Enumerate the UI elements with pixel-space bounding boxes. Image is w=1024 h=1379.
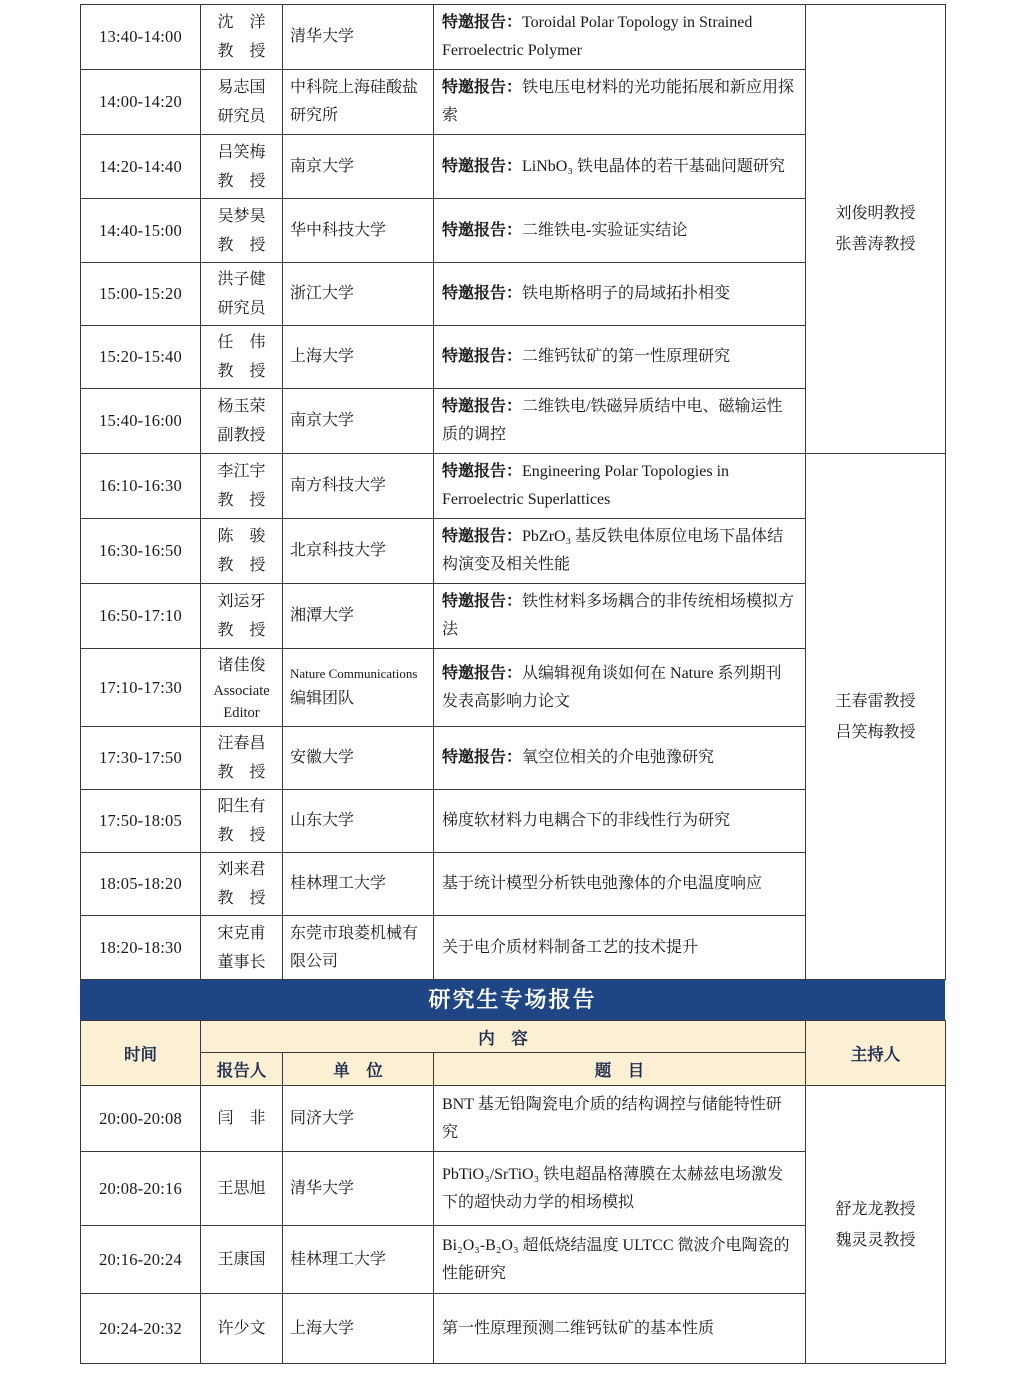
time-cell: 17:10-17:30 bbox=[81, 649, 201, 727]
talk-title-cell bbox=[434, 916, 806, 980]
invited-label: 特邀报告： bbox=[442, 285, 523, 302]
time-cell: 20:08-20:16 bbox=[81, 1152, 201, 1226]
chair-name: 魏灵灵教授 bbox=[835, 1231, 916, 1249]
speaker-cell bbox=[201, 263, 283, 326]
invited-label: 特邀报告： bbox=[442, 398, 523, 415]
unit-cell: 清华大学 bbox=[283, 1152, 434, 1226]
speaker-cell bbox=[201, 135, 283, 199]
invited-label: 特邀报告： bbox=[442, 348, 523, 365]
time-cell: 14:40-15:00 bbox=[81, 199, 201, 263]
time-cell: 20:00-20:08 bbox=[81, 1086, 201, 1152]
unit-line: 编辑团队 bbox=[290, 689, 355, 707]
talk-title-cell bbox=[434, 853, 806, 916]
talk-title-cell bbox=[434, 199, 806, 263]
chair-name: 吕笑梅教授 bbox=[835, 723, 916, 741]
talk-title-cell bbox=[434, 5, 806, 70]
talk-title: 铁性材料多场耦合的非传统相场模拟方法 bbox=[442, 593, 795, 638]
talk-title-cell: 第一性原理预测二维钙钛矿的基本性质 bbox=[434, 1294, 806, 1364]
speaker-role: 教 授 bbox=[217, 236, 266, 254]
invited-label: 特邀报告： bbox=[442, 221, 523, 239]
unit-cell: 北京科技大学 bbox=[283, 519, 434, 584]
talk-title: Engineering Polar Topologies in Ferroelectric Superlattices bbox=[442, 463, 730, 508]
talk-title-cell: BNT 基无铅陶瓷电介质的结构调控与储能特性研究 bbox=[434, 1086, 806, 1152]
unit-cell: 桂林理工大学 bbox=[283, 1226, 434, 1294]
talk-title-cell bbox=[434, 649, 806, 727]
talk-title: 二维铁电-实验证实结论 bbox=[522, 221, 688, 239]
time-cell: 17:50-18:05 bbox=[81, 790, 201, 853]
speaker-role: 教 授 bbox=[217, 557, 266, 574]
graduate-session-banner: 研究生专场报告 bbox=[80, 980, 945, 1020]
chair-name: 王春雷教授 bbox=[835, 692, 916, 710]
talk-title: 二维钙钛矿的第一性原理研究 bbox=[522, 348, 731, 365]
talk-title-cell: PbTiO₃/SrTiO₃ 铁电超晶格薄膜在太赫兹电场激发下的超快动力学的相场模拟 bbox=[434, 1152, 806, 1226]
talk-title-cell bbox=[434, 389, 806, 454]
talk-title-cell: Bi₂O₃-B₂O₃ 超低烧结温度 ULTCC 微波介电陶瓷的性能研究 bbox=[434, 1226, 806, 1294]
speaker-name: 吴梦昊 bbox=[217, 207, 266, 225]
time-cell: 18:20-18:30 bbox=[81, 916, 201, 980]
talk-title: Toroidal Polar Topology in Strained Ferroelectric Polymer bbox=[442, 14, 753, 59]
chair-name: 舒龙龙教授 bbox=[835, 1200, 916, 1218]
speaker-name: 任 伟 bbox=[217, 334, 266, 351]
speaker-role: 教 授 bbox=[217, 890, 266, 907]
header-chair: 主持人 bbox=[806, 1021, 946, 1086]
speaker-role: 教 授 bbox=[217, 172, 266, 190]
time-cell: 18:05-18:20 bbox=[81, 853, 201, 916]
time-cell: 14:00-14:20 bbox=[81, 70, 201, 135]
invited-label: 特邀报告： bbox=[442, 79, 523, 96]
time-cell: 15:20-15:40 bbox=[81, 326, 201, 389]
speaker-cell: 王思旭 bbox=[201, 1152, 283, 1226]
speaker-cell bbox=[201, 584, 283, 649]
header-time: 时间 bbox=[81, 1021, 201, 1086]
unit-cell: 山东大学 bbox=[283, 790, 434, 853]
talk-title-cell bbox=[434, 519, 806, 584]
speaker-cell: 许少文 bbox=[201, 1294, 283, 1364]
speaker-role: 教 授 bbox=[217, 622, 266, 639]
talk-title-cell bbox=[434, 454, 806, 519]
talk-title-cell bbox=[434, 584, 806, 649]
invited-label: 特邀报告： bbox=[442, 664, 523, 682]
time-cell: 15:00-15:20 bbox=[81, 263, 201, 326]
speaker-cell bbox=[201, 853, 283, 916]
talk-title: 氧空位相关的介电弛豫研究 bbox=[522, 749, 715, 766]
invited-talks-table bbox=[80, 4, 946, 980]
table-row bbox=[81, 454, 946, 519]
table-row bbox=[81, 1086, 946, 1152]
unit-cell: 中科院上海硅酸盐研究所 bbox=[283, 70, 434, 135]
time-cell: 13:40-14:00 bbox=[81, 5, 201, 70]
unit-cell: 南京大学 bbox=[283, 389, 434, 454]
time-cell: 20:24-20:32 bbox=[81, 1294, 201, 1364]
speaker-name: 沈 洋 bbox=[217, 14, 266, 31]
speaker-role: 研究员 bbox=[217, 300, 266, 317]
talk-title: 关于电介质材料制备工艺的技术提升 bbox=[442, 938, 699, 956]
unit-cell: 湘潭大学 bbox=[283, 584, 434, 649]
program-sheet bbox=[80, 4, 945, 1364]
speaker-cell bbox=[201, 916, 283, 980]
talk-title-cell bbox=[434, 727, 806, 790]
header-speaker: 报告人 bbox=[201, 1053, 283, 1086]
talk-title-cell bbox=[434, 135, 806, 199]
talk-title-cell bbox=[434, 326, 806, 389]
speaker-name: 吕笑梅 bbox=[217, 143, 266, 161]
chair-cell bbox=[806, 5, 946, 454]
speaker-role: 副教授 bbox=[217, 427, 266, 444]
invited-label: 特邀报告： bbox=[442, 14, 523, 31]
time-cell: 17:30-17:50 bbox=[81, 727, 201, 790]
unit-cell: 桂林理工大学 bbox=[283, 853, 434, 916]
speaker-cell bbox=[201, 326, 283, 389]
speaker-name: 李江宇 bbox=[217, 463, 266, 480]
time-cell: 20:16-20:24 bbox=[81, 1226, 201, 1294]
unit-cell: 华中科技大学 bbox=[283, 199, 434, 263]
time-cell: 16:10-16:30 bbox=[81, 454, 201, 519]
talk-title: 铁电压电材料的光功能拓展和新应用探索 bbox=[442, 79, 795, 124]
speaker-role: 教 授 bbox=[217, 492, 266, 509]
invited-label: 特邀报告： bbox=[442, 749, 523, 766]
unit-cell: 同济大学 bbox=[283, 1086, 434, 1152]
speaker-name: 洪子健 bbox=[217, 271, 266, 288]
invited-label: 特邀报告： bbox=[442, 157, 523, 175]
speaker-role: 教 授 bbox=[217, 43, 266, 60]
speaker-name: 易志国 bbox=[217, 79, 266, 96]
speaker-role: 董事长 bbox=[217, 953, 266, 971]
unit-cell bbox=[283, 649, 434, 727]
speaker-cell bbox=[201, 454, 283, 519]
unit-cell: 南京大学 bbox=[283, 135, 434, 199]
talk-title: 铁电斯格明子的局域拓扑相变 bbox=[522, 285, 731, 302]
speaker-role: 教 授 bbox=[217, 827, 266, 844]
talk-title-cell bbox=[434, 263, 806, 326]
talk-title: 二维铁电/铁磁异质结中电、磁输运性质的调控 bbox=[442, 398, 783, 443]
speaker-cell: 闫 非 bbox=[201, 1086, 283, 1152]
header-unit: 单 位 bbox=[283, 1053, 434, 1086]
graduate-session-table bbox=[80, 1020, 946, 1364]
speaker-role: 教 授 bbox=[217, 363, 266, 380]
unit-cell: 浙江大学 bbox=[283, 263, 434, 326]
talk-title: LiNbO₃ 铁电晶体的若干基础问题研究 bbox=[522, 157, 785, 175]
talk-title: 基于统计模型分析铁电弛豫体的介电温度响应 bbox=[442, 875, 763, 892]
time-cell: 14:20-14:40 bbox=[81, 135, 201, 199]
invited-label: 特邀报告： bbox=[442, 463, 523, 480]
speaker-cell bbox=[201, 519, 283, 584]
speaker-cell bbox=[201, 70, 283, 135]
chair-name: 张善涛教授 bbox=[835, 236, 916, 253]
speaker-cell bbox=[201, 389, 283, 454]
speaker-cell bbox=[201, 649, 283, 727]
speaker-name: 汪春昌 bbox=[217, 735, 266, 752]
unit-cell: 东莞市琅菱机械有限公司 bbox=[283, 916, 434, 980]
speaker-cell bbox=[201, 790, 283, 853]
invited-label: 特邀报告： bbox=[442, 593, 523, 610]
unit-cell: 南方科技大学 bbox=[283, 454, 434, 519]
talk-title-cell bbox=[434, 70, 806, 135]
unit-cell: 上海大学 bbox=[283, 326, 434, 389]
invited-label: 特邀报告： bbox=[442, 528, 523, 545]
unit-line: Nature Communications bbox=[290, 665, 418, 681]
speaker-name: 阳生有 bbox=[217, 798, 266, 815]
header-row bbox=[81, 1021, 946, 1053]
speaker-role: 教 授 bbox=[217, 764, 266, 781]
header-content: 内 容 bbox=[201, 1021, 806, 1053]
speaker-cell bbox=[201, 727, 283, 790]
chair-cell bbox=[806, 1086, 946, 1364]
time-cell: 15:40-16:00 bbox=[81, 389, 201, 454]
speaker-name: 刘运牙 bbox=[217, 593, 266, 610]
talk-title: PbZrO₃ 基反铁电体原位电场下晶体结构演变及相关性能 bbox=[442, 528, 784, 573]
unit-cell: 上海大学 bbox=[283, 1294, 434, 1364]
speaker-name: 杨玉荣 bbox=[217, 398, 266, 415]
table-row bbox=[81, 5, 946, 70]
speaker-name: 诸佳俊 bbox=[217, 657, 266, 674]
speaker-name: 陈 骏 bbox=[217, 528, 266, 545]
header-title: 题 目 bbox=[434, 1053, 806, 1086]
speaker-cell bbox=[201, 5, 283, 70]
speaker-role: Associate Editor bbox=[213, 683, 270, 721]
speaker-role: 研究员 bbox=[217, 108, 266, 125]
talk-title: 梯度软材料力电耦合下的非线性行为研究 bbox=[442, 812, 731, 829]
talk-title: 从编辑视角谈如何在 Nature 系列期刊发表高影响力论文 bbox=[442, 664, 782, 710]
time-cell: 16:50-17:10 bbox=[81, 584, 201, 649]
speaker-name: 刘来君 bbox=[217, 861, 266, 878]
chair-cell bbox=[806, 454, 946, 980]
time-cell: 16:30-16:50 bbox=[81, 519, 201, 584]
unit-cell: 清华大学 bbox=[283, 5, 434, 70]
chair-name: 刘俊明教授 bbox=[835, 205, 916, 222]
speaker-name: 宋克甫 bbox=[217, 924, 266, 942]
talk-title-cell bbox=[434, 790, 806, 853]
speaker-cell bbox=[201, 199, 283, 263]
unit-cell: 安徽大学 bbox=[283, 727, 434, 790]
speaker-cell: 王康国 bbox=[201, 1226, 283, 1294]
